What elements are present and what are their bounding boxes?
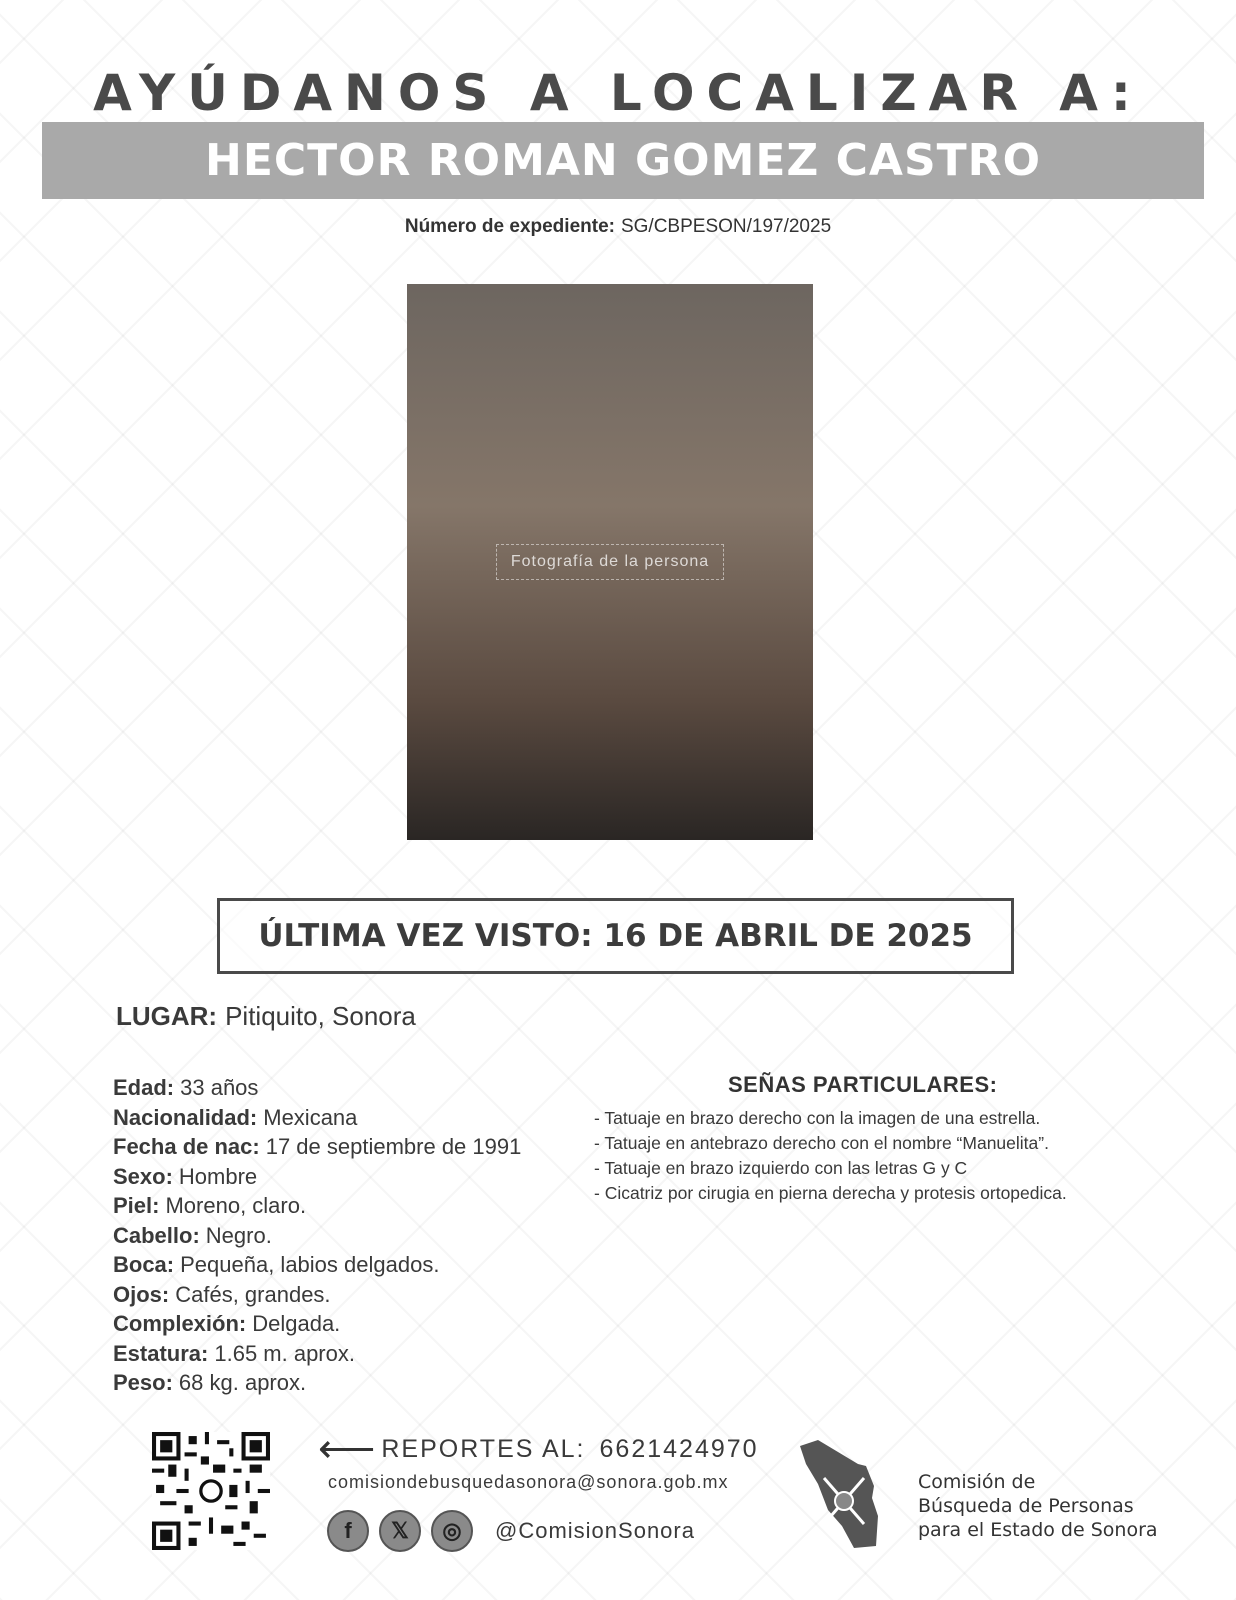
case-number-value: SG/CBPESON/197/2025: [620, 216, 832, 237]
detail-label: Sexo:: [113, 1163, 173, 1189]
detail-row: [113, 1191, 521, 1221]
detail-value: Pequeña, labios delgados.: [180, 1252, 440, 1277]
detail-value: 33 años: [180, 1075, 259, 1100]
detail-value: Negro.: [205, 1222, 272, 1248]
case-number: [0, 216, 1236, 238]
report-label: REPORTES AL:: [381, 1434, 586, 1463]
social-handle[interactable]: @ComisionSonora: [495, 1518, 695, 1543]
detail-label: Fecha de nac:: [113, 1134, 260, 1159]
detail-value: Moreno, claro.: [165, 1193, 307, 1218]
qr-code-icon: [152, 1432, 270, 1550]
detail-label: Estatura:: [113, 1340, 209, 1366]
social-links: [327, 1510, 695, 1552]
detail-value: Delgada.: [252, 1311, 341, 1336]
detail-value: 1.65 m. aprox.: [214, 1340, 355, 1366]
location-value: Pitiquito, Sonora: [225, 1001, 416, 1031]
x-icon[interactable]: 𝕏: [379, 1510, 421, 1552]
physical-details: [113, 1073, 521, 1398]
detail-row: [113, 1368, 521, 1398]
headline: AYÚDANOS A LOCALIZAR A:: [93, 64, 1143, 122]
instagram-icon[interactable]: ◎: [431, 1510, 473, 1552]
person-name-bar: [42, 122, 1204, 199]
detail-label: Complexión:: [113, 1311, 247, 1336]
person-photo: [407, 284, 813, 840]
list-item: - Tatuaje en brazo derecho con la imagen de una estrella.: [594, 1108, 1041, 1128]
detail-label: Piel:: [113, 1193, 160, 1218]
photo-placeholder-label: Fotografía de la persona: [496, 544, 724, 580]
location: [116, 1001, 416, 1032]
detail-row: [113, 1073, 521, 1103]
detail-label: Peso:: [113, 1370, 173, 1395]
detail-row: [113, 1280, 521, 1310]
detail-row: [113, 1103, 521, 1133]
location-label: LUGAR:: [116, 1001, 218, 1031]
contact-email[interactable]: comisiondebusquedasonora@sonora.gob.mx: [328, 1472, 729, 1492]
detail-row: [113, 1250, 521, 1280]
facebook-icon[interactable]: f: [327, 1510, 369, 1552]
detail-value: 68 kg. aprox.: [178, 1370, 307, 1395]
list-item: - Cicatriz por cirugia en pierna derecha y protesis ortopedica.: [594, 1183, 1067, 1203]
detail-row: [113, 1162, 521, 1192]
distinguishing-marks-list: [594, 1106, 1067, 1206]
last-seen-box: [217, 898, 1014, 974]
whatsapp-qr-code[interactable]: [152, 1432, 270, 1550]
list-item: - Tatuaje en antebrazo derecho con el nombre “Manuelita”.: [594, 1133, 1049, 1153]
detail-label: Ojos:: [113, 1281, 170, 1307]
detail-value: Cafés, grandes.: [175, 1281, 331, 1307]
person-name: HECTOR ROMAN GOMEZ CASTRO: [205, 135, 1041, 186]
list-item: - Tatuaje en brazo izquierdo con las letras G y C: [594, 1158, 968, 1178]
detail-label: Boca:: [113, 1252, 175, 1277]
detail-row: [113, 1339, 521, 1369]
detail-row: [113, 1221, 521, 1251]
org-name-line: Comisión de: [918, 1471, 1036, 1493]
detail-row: [113, 1132, 521, 1162]
sonora-map-logo-icon: [798, 1440, 898, 1550]
detail-label: Edad:: [113, 1075, 175, 1100]
distinguishing-marks-title: SEÑAS PARTICULARES:: [728, 1072, 998, 1097]
detail-label: Nacionalidad:: [113, 1104, 258, 1130]
detail-value: Mexicana: [263, 1104, 358, 1130]
report-phone: [318, 1427, 759, 1471]
detail-value: 17 de septiembre de 1991: [265, 1134, 522, 1159]
detail-value: Hombre: [178, 1163, 258, 1189]
last-seen-text: ÚLTIMA VEZ VISTO: 16 DE ABRIL DE 2025: [258, 918, 973, 954]
case-number-label: Número de expediente:: [404, 216, 615, 237]
org-name-line: Búsqueda de Personas: [918, 1495, 1134, 1517]
detail-label: Cabello:: [113, 1222, 200, 1248]
detail-row: [113, 1309, 521, 1339]
org-name-line: para el Estado de Sonora: [918, 1519, 1158, 1541]
phone-number[interactable]: 6621424970: [599, 1434, 759, 1463]
organization-name: [918, 1470, 1158, 1542]
arrow-left-icon: ⟵: [318, 1427, 376, 1471]
